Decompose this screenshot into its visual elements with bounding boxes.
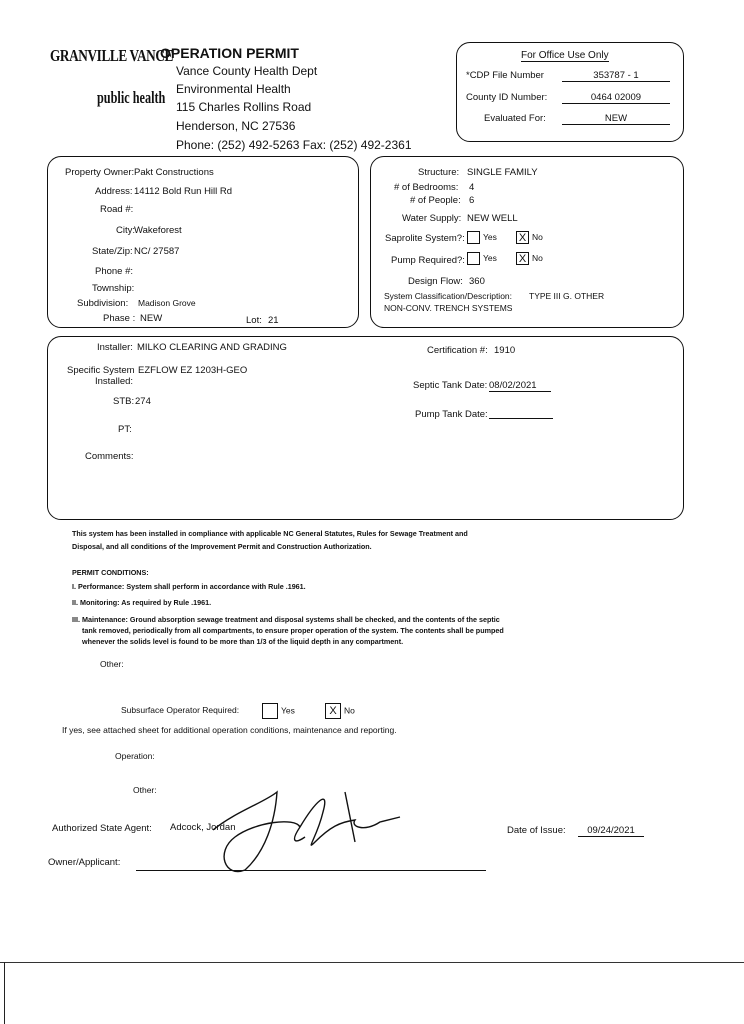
condition-monitoring: II. Monitoring: As required by Rule .1961.: [72, 598, 212, 607]
condition-performance: I. Performance: System shall perform in accordance with Rule .1961.: [72, 582, 306, 591]
design-flow-label: Design Flow:: [408, 276, 463, 287]
operator-no-checkbox[interactable]: X: [325, 703, 341, 719]
certification-value: 1910: [494, 345, 516, 356]
operator-required-label: Subsurface Operator Required:: [121, 705, 240, 715]
saprolite-yes-option[interactable]: Yes: [467, 231, 497, 244]
operator-yes-option[interactable]: Yes: [262, 703, 295, 719]
structure-label: Structure:: [418, 167, 460, 178]
specific-system-value: EZFLOW EZ 1203H-GEO: [138, 365, 248, 376]
office-use-heading: For Office Use Only: [521, 50, 609, 61]
specific-system-label: Specific System: [67, 365, 135, 376]
date-of-issue-label: Date of Issue:: [507, 825, 566, 836]
scan-edge-line: [0, 962, 744, 963]
saprolite-yes-checkbox[interactable]: [467, 231, 480, 244]
stb-label: STB:: [113, 396, 135, 407]
signature-graphic: [205, 782, 415, 880]
pt-label: PT:: [118, 424, 132, 435]
stb-value: 274: [135, 396, 151, 407]
owner-label: Property Owner:: [65, 167, 135, 178]
bedrooms-label: # of Bedrooms:: [394, 182, 459, 193]
conditions-heading: PERMIT CONDITIONS:: [72, 568, 149, 577]
address-value: 14112 Bold Run Hill Rd: [134, 186, 233, 197]
operator-yes-checkbox[interactable]: [262, 703, 278, 719]
address-line-3: 115 Charles Rollins Road: [176, 100, 312, 114]
address-line-2: Environmental Health: [176, 82, 291, 96]
city-label: City:: [116, 225, 135, 236]
owner-applicant-label: Owner/Applicant:: [48, 857, 121, 868]
pump-tank-date-line: [489, 409, 553, 419]
owner-signature-line: [136, 870, 486, 871]
water-supply-label: Water Supply:: [402, 213, 462, 224]
pump-yes-option[interactable]: Yes: [467, 252, 497, 265]
condition-maintenance-3: whenever the solids level is found to be more than 1/3 of the liquid depth in any compartment.: [82, 637, 404, 646]
agent-label: Authorized State Agent:: [52, 823, 152, 834]
design-flow-value: 360: [469, 276, 485, 287]
lot-label: Lot:: [246, 315, 262, 326]
structure-value: SINGLE FAMILY: [467, 167, 538, 178]
agent-value: Adcock, Jordan: [170, 822, 236, 833]
pump-no-option[interactable]: X No: [516, 252, 543, 265]
county-id-value: 0464 02009: [562, 92, 670, 104]
scan-edge-left: [4, 962, 5, 1024]
pump-tank-date-label: Pump Tank Date:: [415, 409, 488, 420]
bedrooms-value: 4: [469, 182, 475, 193]
road-label: Road #:: [100, 204, 134, 215]
phone-label: Phone #:: [95, 266, 134, 277]
cdp-value: 353787 - 1: [562, 70, 670, 82]
specific-system-label-2: Installed:: [95, 376, 134, 387]
subdivision-value: Madison Grove: [138, 298, 196, 308]
operator-no-option[interactable]: X No: [325, 703, 355, 719]
logo-public-health: public health: [97, 88, 166, 107]
condition-maintenance-1: III. Maintenance: Ground absorption sewage treatment and disposal systems shall be checked, and the contents of the septic: [72, 615, 500, 624]
installer-box: [47, 336, 684, 520]
phase-label: Phase :: [103, 313, 136, 324]
classification-label: System Classification/Description:: [384, 291, 513, 301]
compliance-line-2: Disposal, and all conditions of the Improvement Permit and Construction Authorization.: [72, 542, 372, 551]
condition-maintenance-2: tank removed, periodically from all compartments, to ensure proper operation of the system. The contents shall be pumped: [82, 626, 504, 635]
subdivision-label: Subdivision:: [77, 298, 129, 309]
conditions-other-label: Other:: [100, 659, 124, 669]
installer-label: Installer:: [97, 342, 133, 353]
saprolite-label: Saprolite System?:: [385, 233, 465, 244]
saprolite-no-option[interactable]: X No: [516, 231, 543, 244]
state-zip-label: State/Zip:: [92, 246, 133, 257]
people-label: # of People:: [410, 195, 461, 206]
evaluated-value: NEW: [562, 113, 670, 125]
pump-no-checkbox[interactable]: X: [516, 252, 529, 265]
pump-yes-checkbox[interactable]: [467, 252, 480, 265]
water-supply-value: NEW WELL: [467, 213, 518, 224]
logo-granville-vance: GRANVILLE VANCE: [50, 46, 173, 65]
compliance-line-1: This system has been installed in compliance with applicable NC General Statutes, Rules for Sewage Treatment and: [72, 529, 468, 538]
evaluated-label: Evaluated For:: [484, 113, 546, 124]
pump-required-label: Pump Required?:: [391, 255, 465, 266]
classification-value: TYPE III G. OTHER: [529, 291, 605, 301]
address-label: Address:: [95, 186, 133, 197]
operator-other-label: Other:: [133, 785, 157, 795]
operation-label: Operation:: [115, 751, 155, 761]
septic-tank-date-value: 08/02/2021: [489, 380, 551, 392]
cdp-label: *CDP File Number: [466, 70, 544, 81]
comments-label: Comments:: [85, 451, 134, 462]
state-zip-value: NC/ 27587: [134, 246, 180, 257]
septic-tank-date-label: Septic Tank Date:: [413, 380, 488, 391]
saprolite-no-checkbox[interactable]: X: [516, 231, 529, 244]
certification-label: Certification #:: [427, 345, 488, 356]
page-title: OPERATION PERMIT: [160, 45, 299, 61]
phone-fax: Phone: (252) 492-5263 Fax: (252) 492-2361: [176, 138, 412, 152]
people-value: 6: [469, 195, 475, 206]
address-line-1: Vance County Health Dept: [176, 64, 318, 78]
city-value: Wakeforest: [134, 225, 182, 236]
operator-note: If yes, see attached sheet for additional operation conditions, maintenance and reporting.: [62, 725, 397, 735]
township-label: Township:: [92, 283, 135, 294]
lot-value: 21: [268, 315, 279, 326]
phase-value: NEW: [140, 313, 163, 324]
classification-value-2: NON-CONV. TRENCH SYSTEMS: [384, 303, 513, 313]
owner-value: Pakt Constructions: [134, 167, 214, 178]
address-line-4: Henderson, NC 27536: [176, 119, 296, 133]
date-of-issue-value: 09/24/2021: [578, 825, 644, 837]
installer-value: MILKO CLEARING AND GRADING: [137, 342, 287, 353]
county-id-label: County ID Number:: [466, 92, 548, 103]
